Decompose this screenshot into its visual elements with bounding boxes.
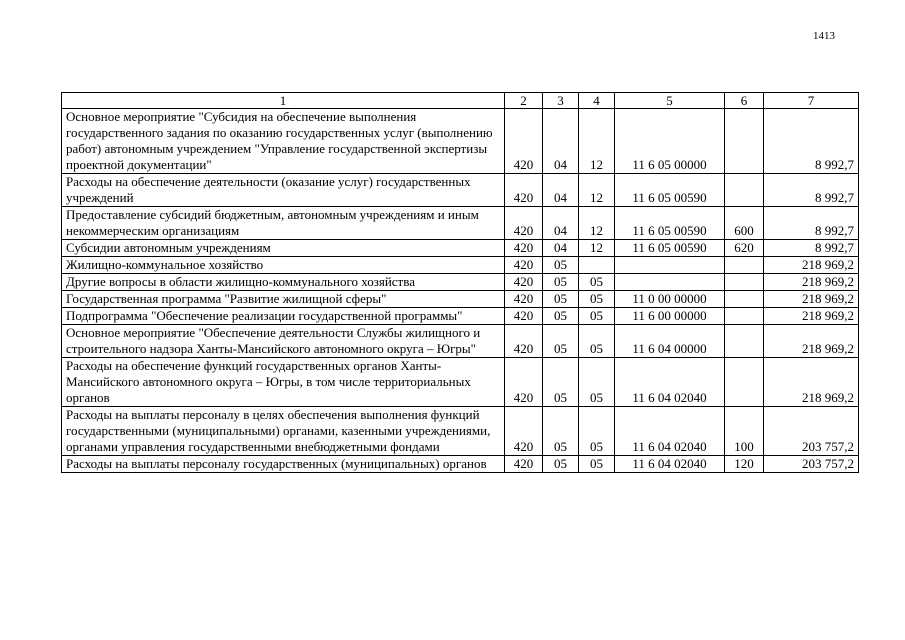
row-name: Подпрограмма "Обеспечение реализации государственной программы": [62, 308, 505, 325]
row-section: 04: [543, 109, 579, 174]
table-row: [62, 257, 859, 274]
row-section: 05: [543, 358, 579, 407]
row-admin-code: 420: [505, 109, 543, 174]
row-section: 05: [543, 456, 579, 473]
row-section: 05: [543, 407, 579, 456]
row-expense-type: [725, 291, 764, 308]
header-col-6: 6: [725, 93, 764, 109]
row-admin-code: 420: [505, 358, 543, 407]
row-subsection: 12: [579, 109, 615, 174]
row-section: 05: [543, 325, 579, 358]
row-amount: 8 992,7: [764, 109, 859, 174]
budget-table: [61, 92, 859, 473]
row-name: Другие вопросы в области жилищно-коммунального хозяйства: [62, 274, 505, 291]
table-row: [62, 407, 859, 456]
row-amount: 8 992,7: [764, 240, 859, 257]
table-row: [62, 291, 859, 308]
row-target-article: 11 6 04 00000: [615, 325, 725, 358]
row-subsection: 05: [579, 274, 615, 291]
row-subsection: 05: [579, 456, 615, 473]
row-expense-type: 100: [725, 407, 764, 456]
row-admin-code: 420: [505, 274, 543, 291]
header-col-2: 2: [505, 93, 543, 109]
row-admin-code: 420: [505, 207, 543, 240]
row-target-article: 11 6 00 00000: [615, 308, 725, 325]
row-name: Предоставление субсидий бюджетным, автономным учреждениям и иным некоммерческим организациям: [62, 207, 505, 240]
table-row: [62, 456, 859, 473]
row-amount: 218 969,2: [764, 308, 859, 325]
row-expense-type: [725, 109, 764, 174]
row-admin-code: 420: [505, 407, 543, 456]
row-admin-code: 420: [505, 240, 543, 257]
row-amount: 218 969,2: [764, 274, 859, 291]
row-amount: 218 969,2: [764, 257, 859, 274]
row-section: 04: [543, 207, 579, 240]
table-row: [62, 274, 859, 291]
row-section: 05: [543, 308, 579, 325]
row-section: 05: [543, 257, 579, 274]
row-name: Расходы на выплаты персоналу государственных (муниципальных) органов: [62, 456, 505, 473]
row-section: 05: [543, 274, 579, 291]
row-subsection: 05: [579, 308, 615, 325]
row-name: Жилищно-коммунальное хозяйство: [62, 257, 505, 274]
row-expense-type: 620: [725, 240, 764, 257]
row-amount: 8 992,7: [764, 174, 859, 207]
row-section: 05: [543, 291, 579, 308]
row-target-article: [615, 257, 725, 274]
row-name: Расходы на обеспечение деятельности (оказание услуг) государственных учреждений: [62, 174, 505, 207]
row-expense-type: [725, 257, 764, 274]
row-expense-type: [725, 308, 764, 325]
row-amount: 8 992,7: [764, 207, 859, 240]
row-amount: 203 757,2: [764, 407, 859, 456]
row-target-article: 11 6 05 00590: [615, 240, 725, 257]
row-subsection: 12: [579, 240, 615, 257]
row-admin-code: 420: [505, 325, 543, 358]
row-admin-code: 420: [505, 308, 543, 325]
row-amount: 203 757,2: [764, 456, 859, 473]
table-row: [62, 325, 859, 358]
row-subsection: 12: [579, 174, 615, 207]
row-name: Расходы на выплаты персоналу в целях обеспечения выполнения функций государственными (муниципальными) органами, казенными учреждениями, органами управления государственными внебюджетными фондами: [62, 407, 505, 456]
table-row: [62, 240, 859, 257]
table-row: [62, 207, 859, 240]
row-expense-type: [725, 358, 764, 407]
row-expense-type: 600: [725, 207, 764, 240]
row-target-article: [615, 274, 725, 291]
row-subsection: 12: [579, 207, 615, 240]
row-subsection: 05: [579, 407, 615, 456]
header-col-5: 5: [615, 93, 725, 109]
row-target-article: 11 6 05 00000: [615, 109, 725, 174]
row-target-article: 11 6 05 00590: [615, 174, 725, 207]
row-subsection: 05: [579, 358, 615, 407]
row-admin-code: 420: [505, 291, 543, 308]
row-target-article: 11 0 00 00000: [615, 291, 725, 308]
page-number: 1413: [813, 30, 835, 42]
row-amount: 218 969,2: [764, 325, 859, 358]
row-target-article: 11 6 04 02040: [615, 358, 725, 407]
row-admin-code: 420: [505, 257, 543, 274]
row-amount: 218 969,2: [764, 291, 859, 308]
table-row: [62, 308, 859, 325]
row-section: 04: [543, 240, 579, 257]
header-col-1: 1: [62, 93, 505, 109]
row-admin-code: 420: [505, 174, 543, 207]
row-amount: 218 969,2: [764, 358, 859, 407]
row-name: Субсидии автономным учреждениям: [62, 240, 505, 257]
table-row: [62, 109, 859, 174]
row-target-article: 11 6 04 02040: [615, 456, 725, 473]
header-col-3: 3: [543, 93, 579, 109]
header-col-4: 4: [579, 93, 615, 109]
row-expense-type: [725, 274, 764, 291]
row-name: Расходы на обеспечение функций государственных органов Ханты-Мансийского автономного округа – Югры, в том числе территориальных органов: [62, 358, 505, 407]
row-name: Государственная программа "Развитие жилищной сферы": [62, 291, 505, 308]
row-section: 04: [543, 174, 579, 207]
row-name: Основное мероприятие "Субсидия на обеспечение выполнения государственного задания по оказанию государственных услуг (выполнению работ) автономным учреждением "Управление государственной экспертизы проектной документации": [62, 109, 505, 174]
header-col-7: 7: [764, 93, 859, 109]
row-target-article: 11 6 04 02040: [615, 407, 725, 456]
row-name: Основное мероприятие "Обеспечение деятельности Службы жилищного и строительного надзора Ханты-Мансийского автономного округа – Югры": [62, 325, 505, 358]
row-expense-type: [725, 325, 764, 358]
row-target-article: 11 6 05 00590: [615, 207, 725, 240]
row-expense-type: 120: [725, 456, 764, 473]
row-admin-code: 420: [505, 456, 543, 473]
row-subsection: [579, 257, 615, 274]
row-subsection: 05: [579, 325, 615, 358]
row-expense-type: [725, 174, 764, 207]
table-header-row: [62, 93, 859, 109]
table-row: [62, 358, 859, 407]
table-row: [62, 174, 859, 207]
row-subsection: 05: [579, 291, 615, 308]
